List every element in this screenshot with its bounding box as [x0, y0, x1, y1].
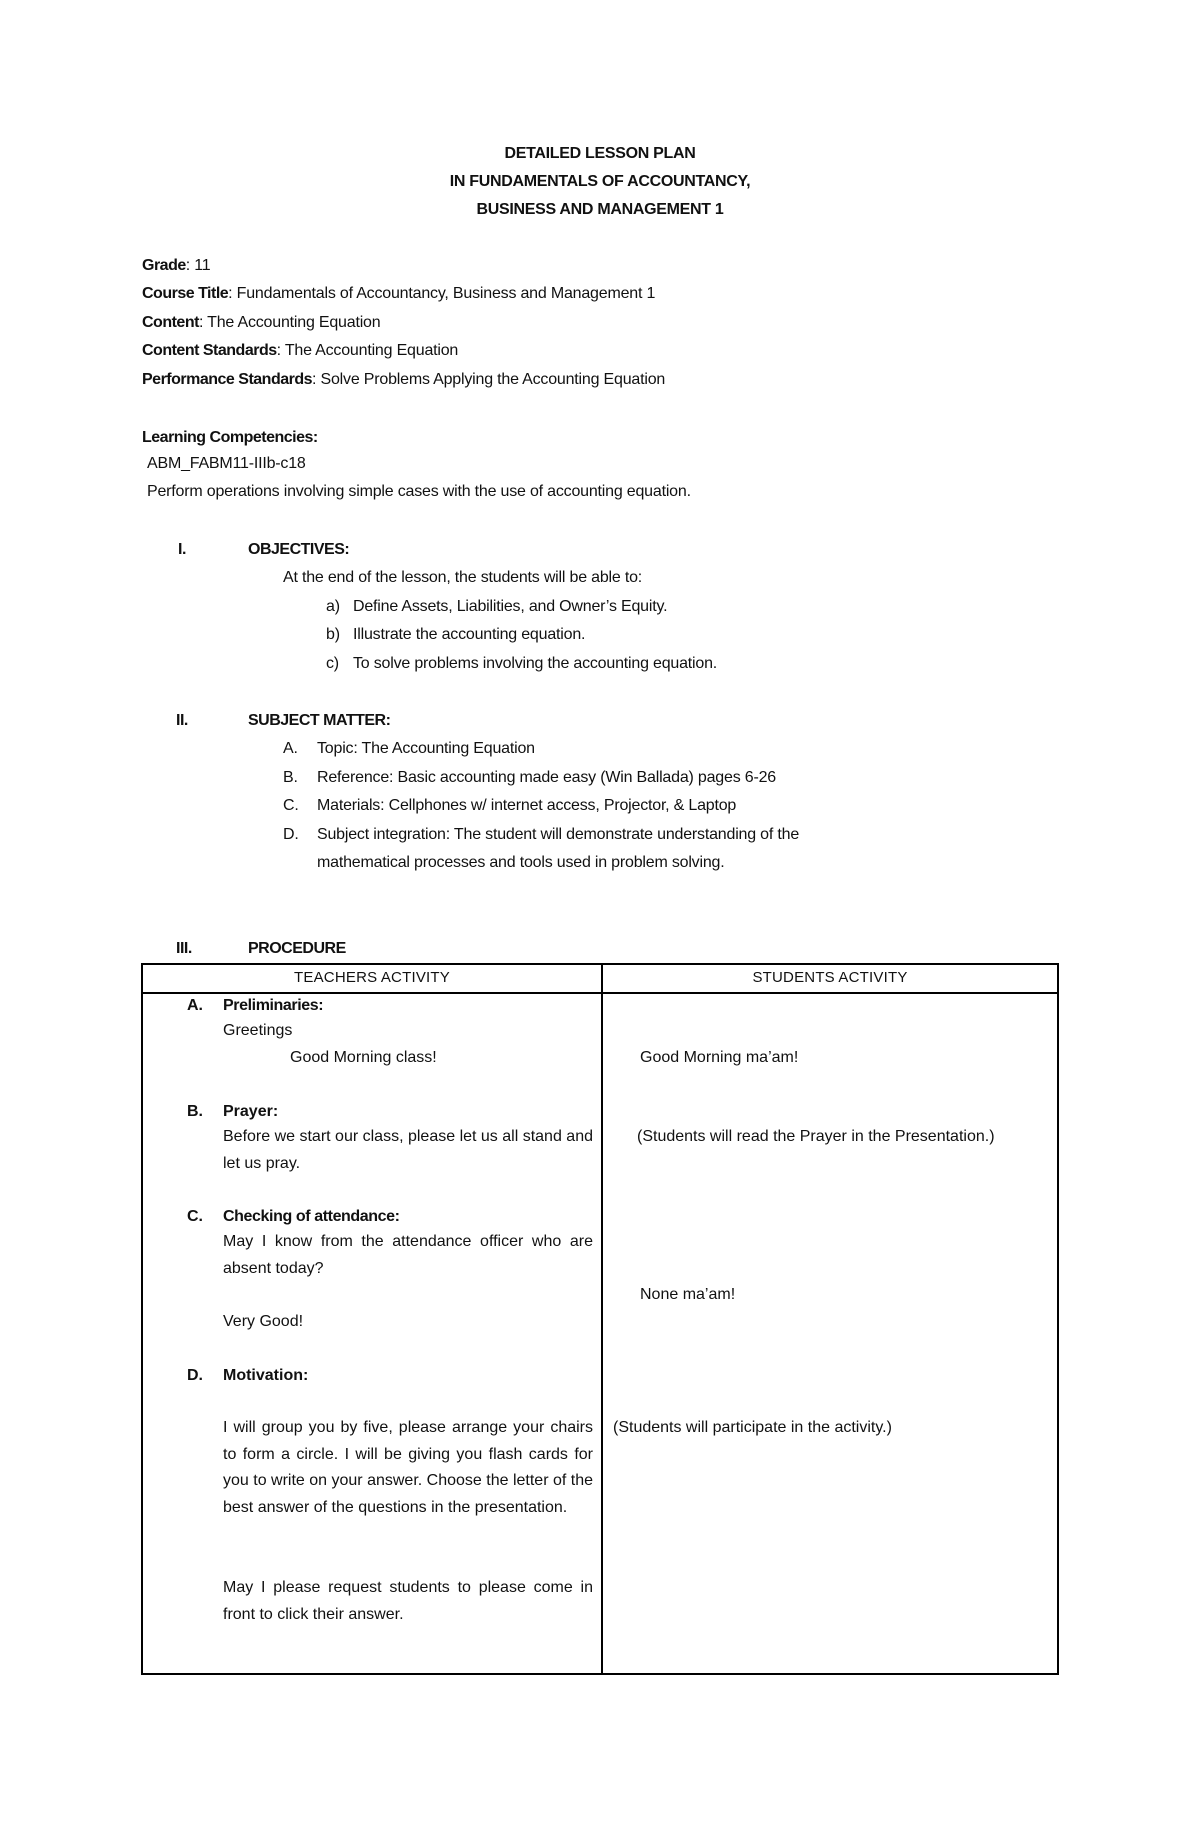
- section-d-title: Motivation:: [223, 1367, 309, 1384]
- section-b-marker: B.: [187, 1103, 203, 1120]
- content-standards-label: Content Standards: [142, 342, 277, 359]
- content-label: Content: [142, 314, 199, 331]
- subject-item-integration: Subject integration: The student will demonstrate understanding of the: [317, 826, 800, 843]
- info-performance-standards: [142, 371, 665, 389]
- objective-item-c: To solve problems involving the accounting equation.: [353, 655, 718, 672]
- objectives-numeral: I.: [178, 541, 186, 558]
- students-activity-header: STUDENTS ACTIVITY: [752, 969, 908, 986]
- grade-label: Grade: [142, 257, 186, 274]
- performance-standards-label: Performance Standards: [142, 371, 313, 388]
- info-content: [142, 314, 380, 332]
- student-participate: (Students will participate in the activity.): [613, 1419, 892, 1436]
- objectives-heading: OBJECTIVES:: [248, 541, 350, 558]
- procedure-heading: PROCEDURE: [248, 940, 346, 957]
- student-good-morning: Good Morning ma’am!: [640, 1049, 799, 1066]
- competency-text: Perform operations involving simple cases with the use of accounting equation.: [147, 483, 691, 500]
- info-grade: [142, 257, 210, 275]
- teacher-prayer: Before we start our class, please let us all stand and let us pray.: [223, 1128, 593, 1172]
- course-title-label: Course Title: [142, 285, 229, 302]
- section-a-title: Preliminaries:: [223, 997, 324, 1014]
- teacher-motivation-instructions: I will group you by five, please arrange your chairs to form a circle. I will be giving you flash cards for you to write on your answer. Choose the letter of the best answer of the questions in the presentation.: [223, 1419, 593, 1516]
- objective-marker-a: a): [326, 598, 340, 615]
- objective-item-a: Define Assets, Liabilities, and Owner’s Equity.: [353, 598, 668, 615]
- subject-marker-c: C.: [283, 797, 299, 814]
- subject-marker-a: A.: [283, 740, 298, 757]
- title-line-3: BUSINESS AND MANAGEMENT 1: [476, 201, 724, 218]
- objective-marker-c: c): [326, 655, 339, 672]
- section-b-title: Prayer:: [223, 1103, 279, 1120]
- course-title-value: : Fundamentals of Accountancy, Business and Management 1: [228, 285, 656, 302]
- subject-matter-numeral: II.: [176, 712, 188, 729]
- column-divider: [601, 965, 603, 1673]
- performance-standards-value: : Solve Problems Applying the Accounting Equation: [312, 371, 666, 388]
- subject-item-topic: Topic: The Accounting Equation: [317, 740, 535, 757]
- teacher-very-good: Very Good!: [223, 1313, 304, 1330]
- teachers-activity-header: TEACHERS ACTIVITY: [294, 969, 450, 986]
- teacher-motivation-request: May I please request students to please come in front to click their answer.: [223, 1579, 593, 1623]
- title-line-2: IN FUNDAMENTALS OF ACCOUNTANCY,: [449, 173, 751, 190]
- info-course-title: [142, 285, 655, 303]
- student-none: None ma’am!: [640, 1286, 736, 1303]
- title-line-1: DETAILED LESSON PLAN: [504, 145, 696, 162]
- subject-item-integration-cont: mathematical processes and tools used in problem solving.: [317, 854, 725, 871]
- teacher-good-morning: Good Morning class!: [290, 1049, 437, 1066]
- objectives-intro: At the end of the lesson, the students will be able to:: [283, 569, 643, 586]
- content-standards-value: : The Accounting Equation: [276, 342, 459, 359]
- content-value: : The Accounting Equation: [198, 314, 381, 331]
- objective-item-b: Illustrate the accounting equation.: [353, 626, 586, 643]
- grade-value: : 11: [185, 257, 211, 274]
- section-a-marker: A.: [187, 997, 203, 1014]
- subject-item-reference: Reference: Basic accounting made easy (Win Ballada) pages 6-26: [317, 769, 776, 786]
- section-c-marker: C.: [187, 1208, 203, 1225]
- subject-item-materials: Materials: Cellphones w/ internet access, Projector, & Laptop: [317, 797, 737, 814]
- competency-code: ABM_FABM11-IIIb-c18: [147, 455, 306, 472]
- student-prayer: (Students will read the Prayer in the Presentation.): [637, 1128, 995, 1145]
- teacher-attendance-question: May I know from the attendance officer who are absent today?: [223, 1233, 593, 1277]
- procedure-numeral: III.: [176, 940, 192, 957]
- objective-marker-b: b): [326, 626, 340, 643]
- learning-competencies-label: Learning Competencies:: [142, 429, 318, 446]
- subject-marker-b: B.: [283, 769, 298, 786]
- section-c-title: Checking of attendance:: [223, 1208, 400, 1225]
- section-d-marker: D.: [187, 1367, 203, 1384]
- teacher-greetings: Greetings: [223, 1022, 293, 1039]
- subject-marker-d: D.: [283, 826, 299, 843]
- procedure-table: [141, 963, 1059, 1675]
- info-content-standards: [142, 342, 458, 360]
- header-divider: [143, 992, 1057, 994]
- subject-matter-heading: SUBJECT MATTER:: [248, 712, 391, 729]
